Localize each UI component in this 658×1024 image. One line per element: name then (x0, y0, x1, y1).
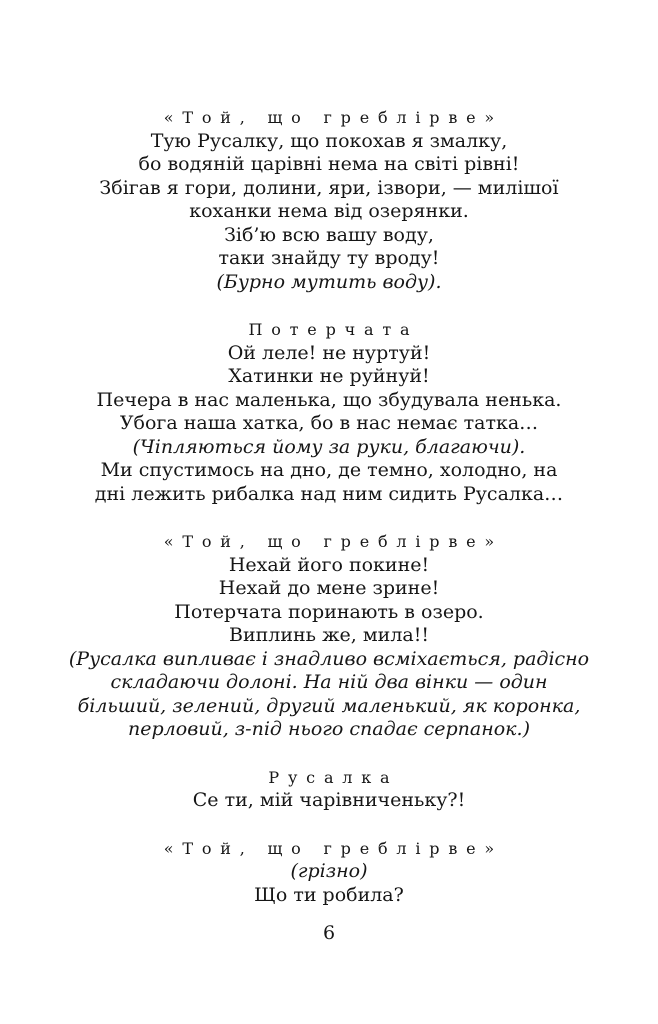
speaker-name: «Той, що греблірве» (163, 108, 504, 127)
stage-direction: (Бурно мутить воду). (216, 270, 442, 293)
dialogue-block (30, 530, 628, 742)
verse-line: Нехай його покине! (228, 553, 430, 576)
verse-line: Печера в нас маленька, що збудувала ненька. (96, 388, 562, 411)
speaker-name: Потерчата (248, 320, 419, 339)
verse-line: Потерчата поринають в озеро. (174, 600, 484, 623)
stage-direction: (Чіпляються йому за руки, благаючи). (132, 435, 526, 458)
verse-line: Що ти робила? (254, 883, 404, 906)
speaker-name: «Той, що греблірве» (163, 838, 504, 858)
verse-line: Ми спустимось на дно, де темно, холодно, на (100, 459, 558, 481)
verse-line: Убога наша хатка, бо в нас немає татка… (119, 412, 539, 434)
verse-line: Зіб’ю всю вашу воду, (224, 223, 434, 246)
stage-direction: (грізно) (290, 860, 368, 882)
dialogue-block (30, 837, 628, 908)
text-content (30, 106, 628, 907)
dialogue-block (30, 106, 628, 294)
speaker-name: «Той, що греблірве» (163, 532, 504, 551)
verse-line: Се ти, мій чарівниченьку?! (192, 789, 466, 811)
stage-direction: більший, зелений, другий маленький, як коронка, (77, 694, 581, 717)
verse-line: дні лежить рибалка над ним сидить Русалка… (94, 482, 564, 505)
verse-line: Виплинь же, мила!! (229, 624, 429, 646)
speaker-name: Русалка (268, 767, 399, 787)
verse-line: Тую Русалку, що покохав я змалку, (150, 129, 508, 152)
stage-direction: складаючи долоні. На ній два вінки — один (110, 671, 548, 693)
dialogue-block (30, 766, 628, 813)
verse-line: бо водяній царівні нема на світі рівні! (138, 153, 520, 175)
stage-direction: перловий, з-під нього спадає серпанок.) (128, 718, 530, 740)
verse-line: Хатинки не руйнуй! (228, 365, 430, 387)
page-number: 6 (322, 922, 336, 944)
verse-line: коханки нема від озерянки. (189, 200, 469, 222)
verse-line: Ой леле! не нуртуй! (227, 341, 431, 364)
dialogue-block (30, 318, 628, 506)
verse-line: Збігав я гори, долини, яри, ізвори, — милішої (99, 176, 559, 199)
verse-line: Нехай до мене зрине! (218, 577, 440, 599)
stage-direction: (Русалка випливає і знадливо всміхається, радісно (68, 647, 590, 670)
verse-line: таки знайду ту вроду! (218, 247, 440, 269)
